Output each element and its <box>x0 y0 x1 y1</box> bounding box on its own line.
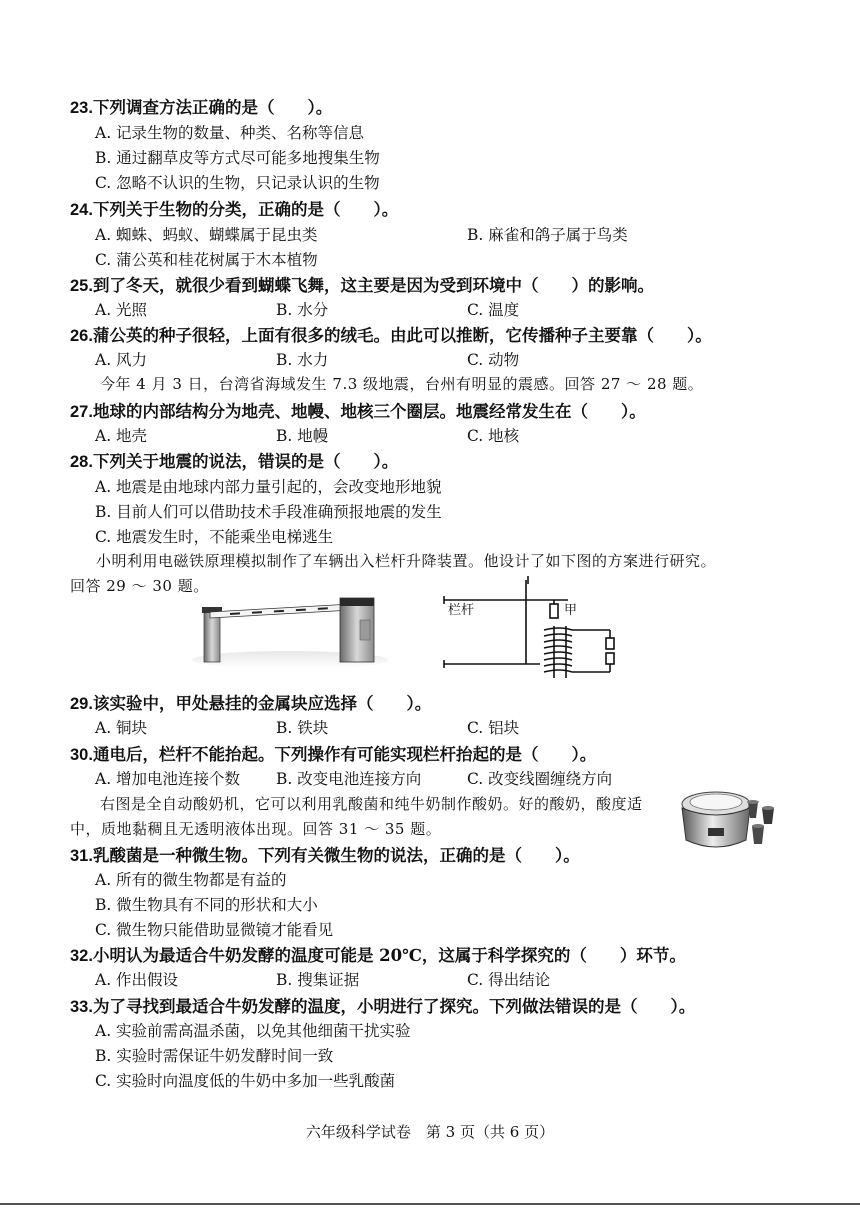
yogurt-machine-illustration <box>672 782 782 862</box>
barrier-intro-line2: 回答 29 ～ 30 题。 <box>70 577 209 595</box>
barrier-intro-line1: 小明利用电磁铁原理模拟制作了车辆出入栏杆升降装置。他设计了如下图的方案进行研究。 <box>96 552 717 570</box>
label-jia: 甲 <box>564 603 578 618</box>
label-barrier: 栏杆 <box>448 603 475 618</box>
q24-option-b: B. 麻雀和鸽子属于鸟类 <box>467 226 628 244</box>
q28-option-c: C. 地震发生时，不能乘坐电梯逃生 <box>95 528 334 546</box>
q23-option-b: B. 通过翻草皮等方式尽可能多地搜集生物 <box>95 149 380 167</box>
q33-option-c: C. 实验时向温度低的牛奶中多加一些乳酸菌 <box>95 1072 396 1090</box>
question-31: 31.乳酸菌是一种微生物。下列有关微生物的说法，正确的是（ ）。 <box>70 846 580 865</box>
q23-option-c: C. 忽略不认识的生物，只记录认识的生物 <box>95 174 380 192</box>
q32-option-b: B. 搜集证据 <box>276 971 360 989</box>
q24-option-c: C. 蒲公英和桂花树属于木本植物 <box>95 251 318 269</box>
q27-option-a: A. 地壳 <box>95 427 148 445</box>
q31-option-c: C. 微生物只能借助显微镜才能看见 <box>95 921 334 939</box>
question-27: 27.地球的内部结构分为地壳、地幔、地核三个圈层。地震经常发生在（ ）。 <box>70 402 646 421</box>
barrier-gate-illustration <box>190 590 390 670</box>
q30-option-a: A. 增加电池连接个数 <box>95 770 241 788</box>
q26-option-b: B. 水力 <box>276 351 329 369</box>
question-23: 23.下列调查方法正确的是（ ）。 <box>70 98 333 117</box>
earthquake-intro: 今年 4 月 3 日，台湾省海域发生 7.3 级地震，台州有明显的震感。回答 27 ～ 28 题。 <box>100 375 704 393</box>
q28-option-b: B. 目前人们可以借助技术手段准确预报地震的发生 <box>95 503 442 521</box>
q31-option-b: B. 微生物具有不同的形状和大小 <box>95 896 318 914</box>
question-32: 32.小明认为最适合牛奶发酵的温度可能是 20℃，这属于科学探究的（ ）环节。 <box>70 946 686 965</box>
q23-option-a: A. 记录生物的数量、种类、名称等信息 <box>95 124 365 142</box>
question-33: 33.为了寻找到最适合牛奶发酵的温度，小明进行了探究。下列做法错误的是（ ）。 <box>70 997 696 1016</box>
q33-option-b: B. 实验时需保证牛奶发酵时间一致 <box>95 1047 334 1065</box>
q30-option-c: C. 改变线圈缠绕方向 <box>467 770 613 788</box>
question-25: 25.到了冬天，就很少看到蝴蝶飞舞，这主要是因为受到环境中（ ）的影响。 <box>70 276 654 295</box>
q26-option-a: A. 风力 <box>95 351 148 369</box>
yogurt-intro-line2: 中，质地黏稠且无透明液体出现。回答 31 ～ 35 题。 <box>70 820 442 838</box>
q27-option-b: B. 地幔 <box>276 427 329 445</box>
q28-option-a: A. 地震是由地球内部力量引起的，会改变地形地貌 <box>95 478 442 496</box>
q29-option-b: B. 铁块 <box>276 719 329 737</box>
question-30: 30.通电后，栏杆不能抬起。下列操作有可能实现栏杆抬起的是（ ）。 <box>70 745 597 764</box>
q30-option-b: B. 改变电池连接方向 <box>276 770 422 788</box>
question-24: 24.下列关于生物的分类，正确的是（ ）。 <box>70 200 399 219</box>
question-29: 29.该实验中，甲处悬挂的金属块应选择（ ）。 <box>70 694 432 713</box>
bottom-divider <box>0 1203 860 1205</box>
q25-option-b: B. 水分 <box>276 301 329 319</box>
q25-option-c: C. 温度 <box>467 301 520 319</box>
q24-option-a: A. 蜘蛛、蚂蚁、蝴蝶属于昆虫类 <box>95 226 318 244</box>
q31-option-a: A. 所有的微生物都是有益的 <box>95 871 287 889</box>
yogurt-intro-line1: 右图是全自动酸奶机，它可以利用乳酸菌和纯牛奶制作酸奶。好的酸奶，酸度适 <box>100 795 643 813</box>
q32-option-c: C. 得出结论 <box>467 971 551 989</box>
question-26: 26.蒲公英的种子很轻，上面有很多的绒毛。由此可以推断，它传播种子主要靠（ ）。 <box>70 326 712 345</box>
page-footer: 六年级科学试卷 第 3 页（共 6 页） <box>305 1123 555 1141</box>
question-28: 28.下列关于地震的说法，错误的是（ ）。 <box>70 452 399 471</box>
q29-option-a: A. 铜块 <box>95 719 148 737</box>
q29-option-c: C. 铝块 <box>467 719 520 737</box>
electromagnet-schematic <box>440 574 640 684</box>
q33-option-a: A. 实验前需高温杀菌，以免其他细菌干扰实验 <box>95 1022 411 1040</box>
q26-option-c: C. 动物 <box>467 351 520 369</box>
q27-option-c: C. 地核 <box>467 427 520 445</box>
q25-option-a: A. 光照 <box>95 301 148 319</box>
q32-option-a: A. 作出假设 <box>95 971 179 989</box>
